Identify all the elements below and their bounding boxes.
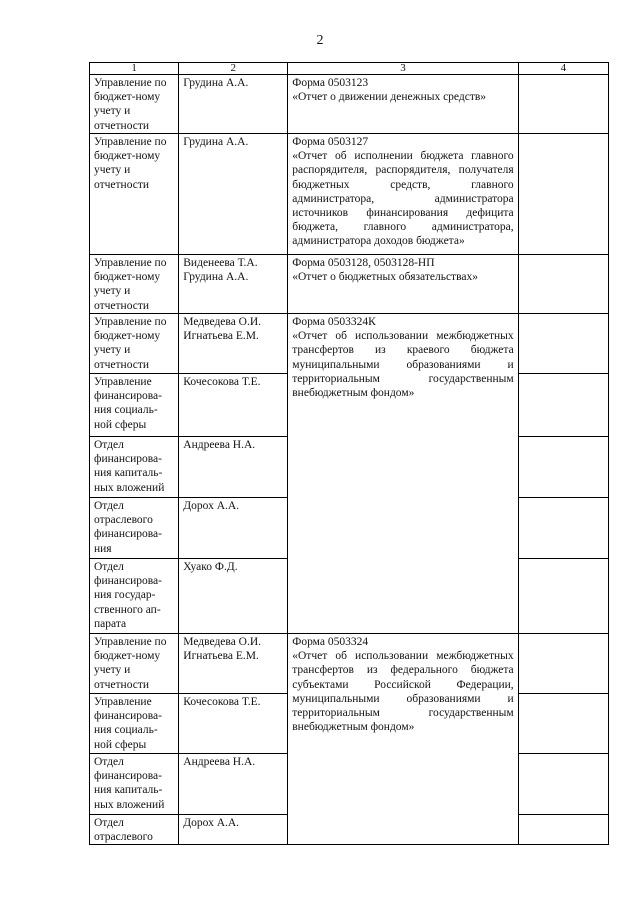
form-number: Форма 0503128, 0503128-НП <box>292 257 435 269</box>
form-description: «Отчет об использовании межбюджетных трансфертов из краевого бюджета муниципальными образованиями и территориальным государственным внебюджетным фондом» <box>292 330 514 400</box>
header-row <box>90 63 609 75</box>
form-number: Форма 0503324 <box>292 636 369 648</box>
responsible-cell <box>179 559 288 634</box>
department-cell <box>90 498 179 559</box>
responsible-cell <box>179 134 288 255</box>
form-description: «Отчет об использовании межбюджетных трансфертов из федерального бюджета субъектами Российской Федерации, муниципальными образованиями и территориальным государственным внебюджетным фондом» <box>292 650 514 734</box>
department-name: Управление по бюджет-ному учету и отчетности <box>94 257 167 312</box>
responsible-name: Медведева О.И. <box>183 636 262 648</box>
department-cell <box>90 374 179 437</box>
responsible-name: Кочесокова Т.Е. <box>183 376 261 388</box>
responsible-name: Кочесокова Т.Е. <box>183 696 261 708</box>
notes-cell <box>518 815 608 845</box>
notes-cell <box>518 437 608 498</box>
notes-cell <box>518 374 608 437</box>
notes-cell <box>518 75 608 134</box>
department-name: Отдел отраслевого <box>94 817 153 844</box>
department-name: Отдел финансирова-ния капиталь-ных вложений <box>94 756 165 811</box>
forms-table <box>89 62 609 845</box>
department-cell <box>90 134 179 255</box>
table-row <box>90 255 609 314</box>
notes-cell <box>518 694 608 754</box>
responsible-name: Хуако Ф.Д. <box>183 561 238 573</box>
responsible-cell <box>179 498 288 559</box>
table-row <box>90 134 609 255</box>
notes-cell <box>518 559 608 634</box>
department-cell <box>90 75 179 134</box>
responsible-cell <box>179 314 288 374</box>
header-col-3: 3 <box>288 63 518 75</box>
department-name: Отдел финансирова-ния государ-ственного ап-парата <box>94 561 162 630</box>
department-name: Отдел отраслевого финансирова-ния <box>94 500 162 555</box>
department-cell <box>90 314 179 374</box>
header-col-4: 4 <box>518 63 608 75</box>
department-cell <box>90 754 179 815</box>
form-cell <box>288 634 518 845</box>
form-cell <box>288 314 518 634</box>
form-number: Форма 0503123 <box>292 77 369 89</box>
notes-cell <box>518 134 608 255</box>
form-cell <box>288 255 518 314</box>
responsible-name: Грудина А.А. <box>183 77 249 89</box>
notes-cell <box>518 634 608 694</box>
notes-cell <box>518 314 608 374</box>
department-cell <box>90 559 179 634</box>
header-col-1: 1 <box>90 63 179 75</box>
responsible-cell <box>179 634 288 694</box>
responsible-cell <box>179 255 288 314</box>
responsible-name: Андреева Н.А. <box>183 439 256 451</box>
department-cell <box>90 694 179 754</box>
responsible-name: Игнатьева Е.М. <box>183 650 259 663</box>
responsible-name: Андреева Н.А. <box>183 756 256 768</box>
responsible-name: Грудина А.А. <box>183 136 249 148</box>
responsible-cell <box>179 694 288 754</box>
responsible-name: Медведева О.И. <box>183 316 262 328</box>
form-number: Форма 0503324К <box>292 316 376 328</box>
notes-cell <box>518 498 608 559</box>
department-cell <box>90 634 179 694</box>
department-name: Управление финансирова-ния социаль-ной сферы <box>94 696 162 751</box>
form-description: «Отчет о движении денежных средств» <box>292 91 487 104</box>
form-cell <box>288 75 518 134</box>
table-row <box>90 634 609 694</box>
responsible-name: Грудина А.А. <box>183 271 249 284</box>
department-name: Управление по бюджет-ному учету и отчетности <box>94 136 167 191</box>
table-row <box>90 75 609 134</box>
responsible-name: Дорох А.А. <box>183 817 240 829</box>
form-description: «Отчет о бюджетных обязательствах» <box>292 271 478 284</box>
table-row <box>90 314 609 374</box>
notes-cell <box>518 754 608 815</box>
responsible-cell <box>179 437 288 498</box>
page-number: 2 <box>316 33 324 48</box>
responsible-cell <box>179 815 288 845</box>
department-cell <box>90 437 179 498</box>
department-name: Управление по бюджет-ному учету и отчетности <box>94 316 167 371</box>
responsible-name: Виденеева Т.А. <box>183 257 258 269</box>
header-col-2: 2 <box>179 63 288 75</box>
responsible-cell <box>179 75 288 134</box>
responsible-cell <box>179 754 288 815</box>
responsible-name: Дорох А.А. <box>183 500 240 512</box>
department-cell <box>90 255 179 314</box>
responsible-name: Игнатьева Е.М. <box>183 330 259 343</box>
form-cell <box>288 134 518 255</box>
form-description: «Отчет об исполнении бюджета главного распорядителя, распорядителя, получателя бюджетных средств, главного администратора, администратора источников финансирования дефицита бюджета, главного администратора, администратора доходов бюджета» <box>292 150 514 248</box>
department-name: Управление по бюджет-ному учету и отчетности <box>94 77 167 132</box>
form-number: Форма 0503127 <box>292 136 369 148</box>
department-name: Отдел финансирова-ния капиталь-ных вложений <box>94 439 165 494</box>
responsible-cell <box>179 374 288 437</box>
department-cell <box>90 815 179 845</box>
department-name: Управление финансирова-ния социаль-ной сферы <box>94 376 162 431</box>
notes-cell <box>518 255 608 314</box>
department-name: Управление по бюджет-ному учету и отчетности <box>94 636 167 691</box>
